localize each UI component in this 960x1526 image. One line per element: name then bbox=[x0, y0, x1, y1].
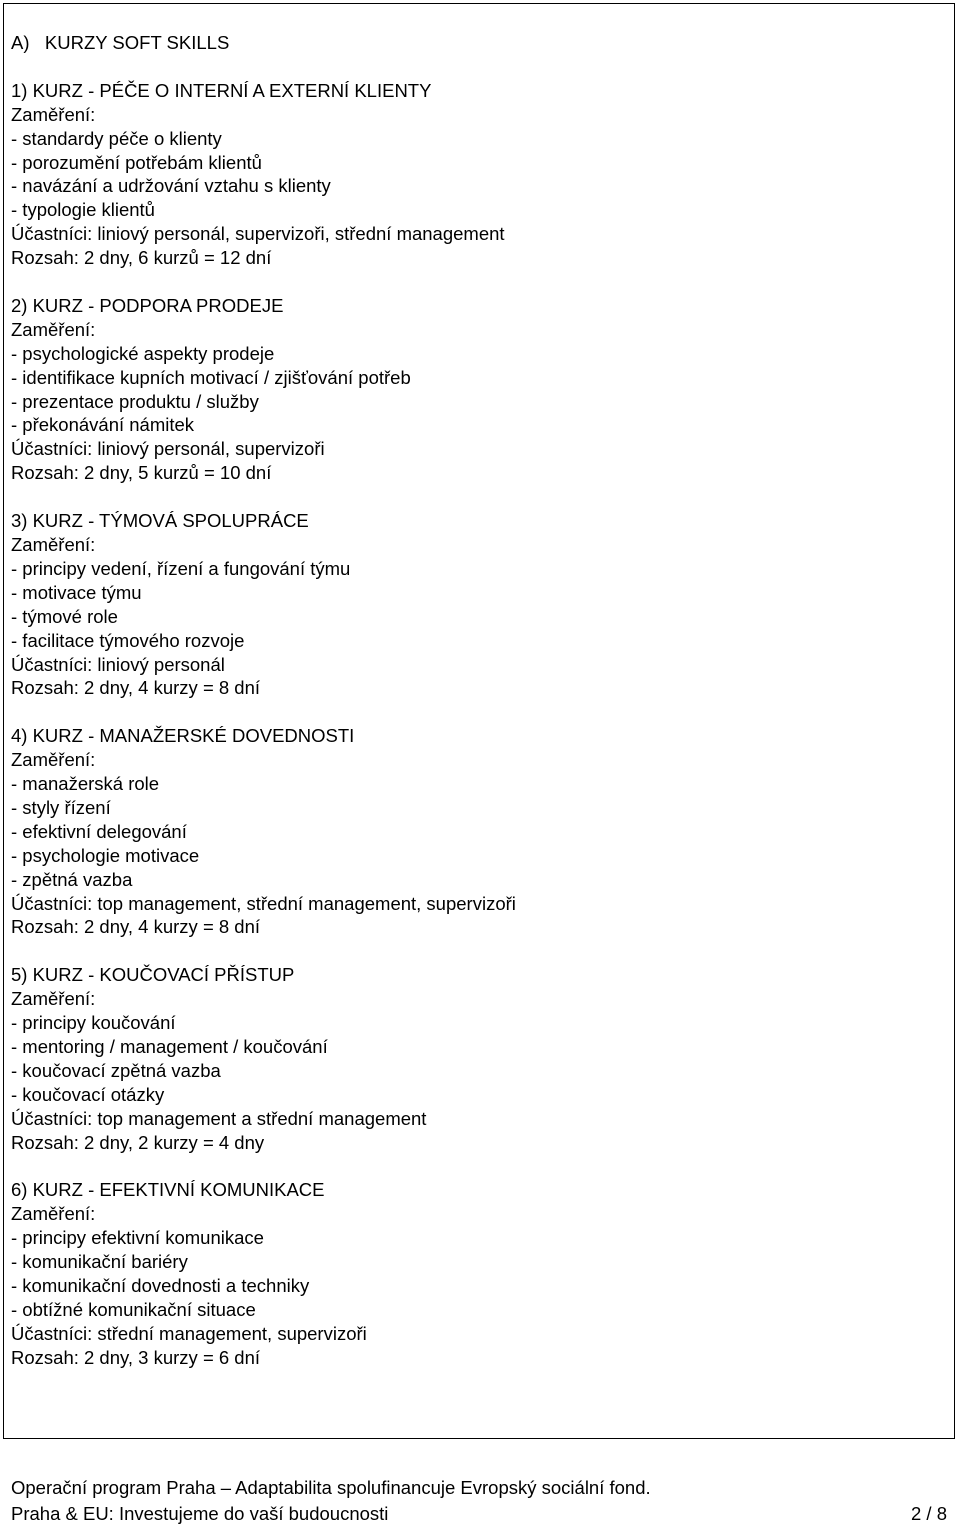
course-title: 6) KURZ - EFEKTIVNÍ KOMUNIKACE bbox=[11, 1179, 325, 1201]
course-block bbox=[11, 509, 941, 700]
participants-line: Účastníci: střední management, supervizoři bbox=[11, 1322, 367, 1344]
footer-line-1 bbox=[11, 1477, 947, 1499]
focus-item: - principy efektivní komunikace bbox=[11, 1227, 264, 1249]
footer-line-2 bbox=[11, 1503, 947, 1525]
focus-item: - porozumění potřebám klientů bbox=[11, 151, 262, 173]
scope-line: Rozsah: 2 dny, 3 kurzy = 6 dní bbox=[11, 1346, 261, 1368]
focus-item: - komunikační dovednosti a techniky bbox=[11, 1275, 310, 1297]
section-title: A) KURZY SOFT SKILLS bbox=[11, 32, 230, 53]
course-title: 5) KURZ - KOUČOVACÍ PŘÍSTUP bbox=[11, 964, 295, 986]
focus-item: - efektivní delegování bbox=[11, 820, 187, 842]
focus-item: - principy vedení, řízení a fungování týmu bbox=[11, 557, 351, 579]
course-list bbox=[11, 79, 941, 1370]
focus-item: - překonávání námitek bbox=[11, 414, 195, 436]
focus-item: - navázání a udržování vztahu s klienty bbox=[11, 175, 331, 197]
focus-item: - motivace týmu bbox=[11, 581, 142, 603]
participants-line: Účastníci: top management, střední management, supervizoři bbox=[11, 892, 516, 914]
course-block bbox=[11, 294, 941, 485]
focus-item: - týmové role bbox=[11, 605, 118, 627]
course-title: 3) KURZ - TÝMOVÁ SPOLUPRÁCE bbox=[11, 510, 309, 532]
footer-slogan: Praha & EU: Investujeme do vaší budoucnosti bbox=[11, 1503, 389, 1524]
scope-line: Rozsah: 2 dny, 5 kurzů = 10 dní bbox=[11, 462, 272, 484]
course-block bbox=[11, 1178, 941, 1369]
focus-item: - psychologie motivace bbox=[11, 844, 200, 866]
focus-item: - koučovací zpětná vazba bbox=[11, 1059, 221, 1081]
course-block bbox=[11, 724, 941, 939]
focus-item: - manažerská role bbox=[11, 773, 160, 795]
focus-item: - zpětná vazba bbox=[11, 868, 133, 890]
focus-item: - psychologické aspekty prodeje bbox=[11, 342, 275, 364]
focus-label: Zaměření: bbox=[11, 103, 96, 125]
focus-item: - identifikace kupních motivací / zjišťování potřeb bbox=[11, 366, 411, 388]
scope-line: Rozsah: 2 dny, 2 kurzy = 4 dny bbox=[11, 1131, 265, 1153]
focus-item: - principy koučování bbox=[11, 1012, 176, 1034]
focus-item: - prezentace produktu / služby bbox=[11, 390, 259, 412]
participants-line: Účastníci: liniový personál, supervizoři, střední management bbox=[11, 223, 505, 245]
focus-item: - koučovací otázky bbox=[11, 1083, 165, 1105]
course-title: 4) KURZ - MANAŽERSKÉ DOVEDNOSTI bbox=[11, 725, 355, 747]
focus-label: Zaměření: bbox=[11, 749, 96, 771]
course-title: 1) KURZ - PÉČE O INTERNÍ A EXTERNÍ KLIENTY bbox=[11, 79, 432, 101]
participants-line: Účastníci: top management a střední management bbox=[11, 1107, 427, 1129]
focus-label: Zaměření: bbox=[11, 988, 96, 1010]
focus-item: - typologie klientů bbox=[11, 199, 155, 221]
document-body bbox=[11, 31, 941, 1394]
focus-label: Zaměření: bbox=[11, 318, 96, 340]
focus-label: Zaměření: bbox=[11, 1203, 96, 1225]
focus-item: - komunikační bariéry bbox=[11, 1251, 188, 1273]
participants-line: Účastníci: liniový personál, supervizoři bbox=[11, 438, 325, 460]
footer-program: Operační program Praha – Adaptabilita spolufinancuje Evropský sociální fond. bbox=[11, 1477, 651, 1498]
course-block bbox=[11, 963, 941, 1154]
scope-line: Rozsah: 2 dny, 4 kurzy = 8 dní bbox=[11, 677, 261, 699]
page-number: 2 / 8 bbox=[911, 1503, 947, 1524]
focus-item: - mentoring / management / koučování bbox=[11, 1035, 328, 1057]
scope-line: Rozsah: 2 dny, 6 kurzů = 12 dní bbox=[11, 247, 272, 269]
focus-item: - facilitace týmového rozvoje bbox=[11, 629, 245, 651]
participants-line: Účastníci: liniový personál bbox=[11, 653, 225, 675]
focus-item: - obtížné komunikační situace bbox=[11, 1298, 256, 1320]
course-block bbox=[11, 79, 941, 270]
course-title: 2) KURZ - PODPORA PRODEJE bbox=[11, 294, 284, 316]
focus-item: - styly řízení bbox=[11, 796, 111, 818]
focus-item: - standardy péče o klienty bbox=[11, 127, 222, 149]
scope-line: Rozsah: 2 dny, 4 kurzy = 8 dní bbox=[11, 916, 261, 938]
focus-label: Zaměření: bbox=[11, 533, 96, 555]
